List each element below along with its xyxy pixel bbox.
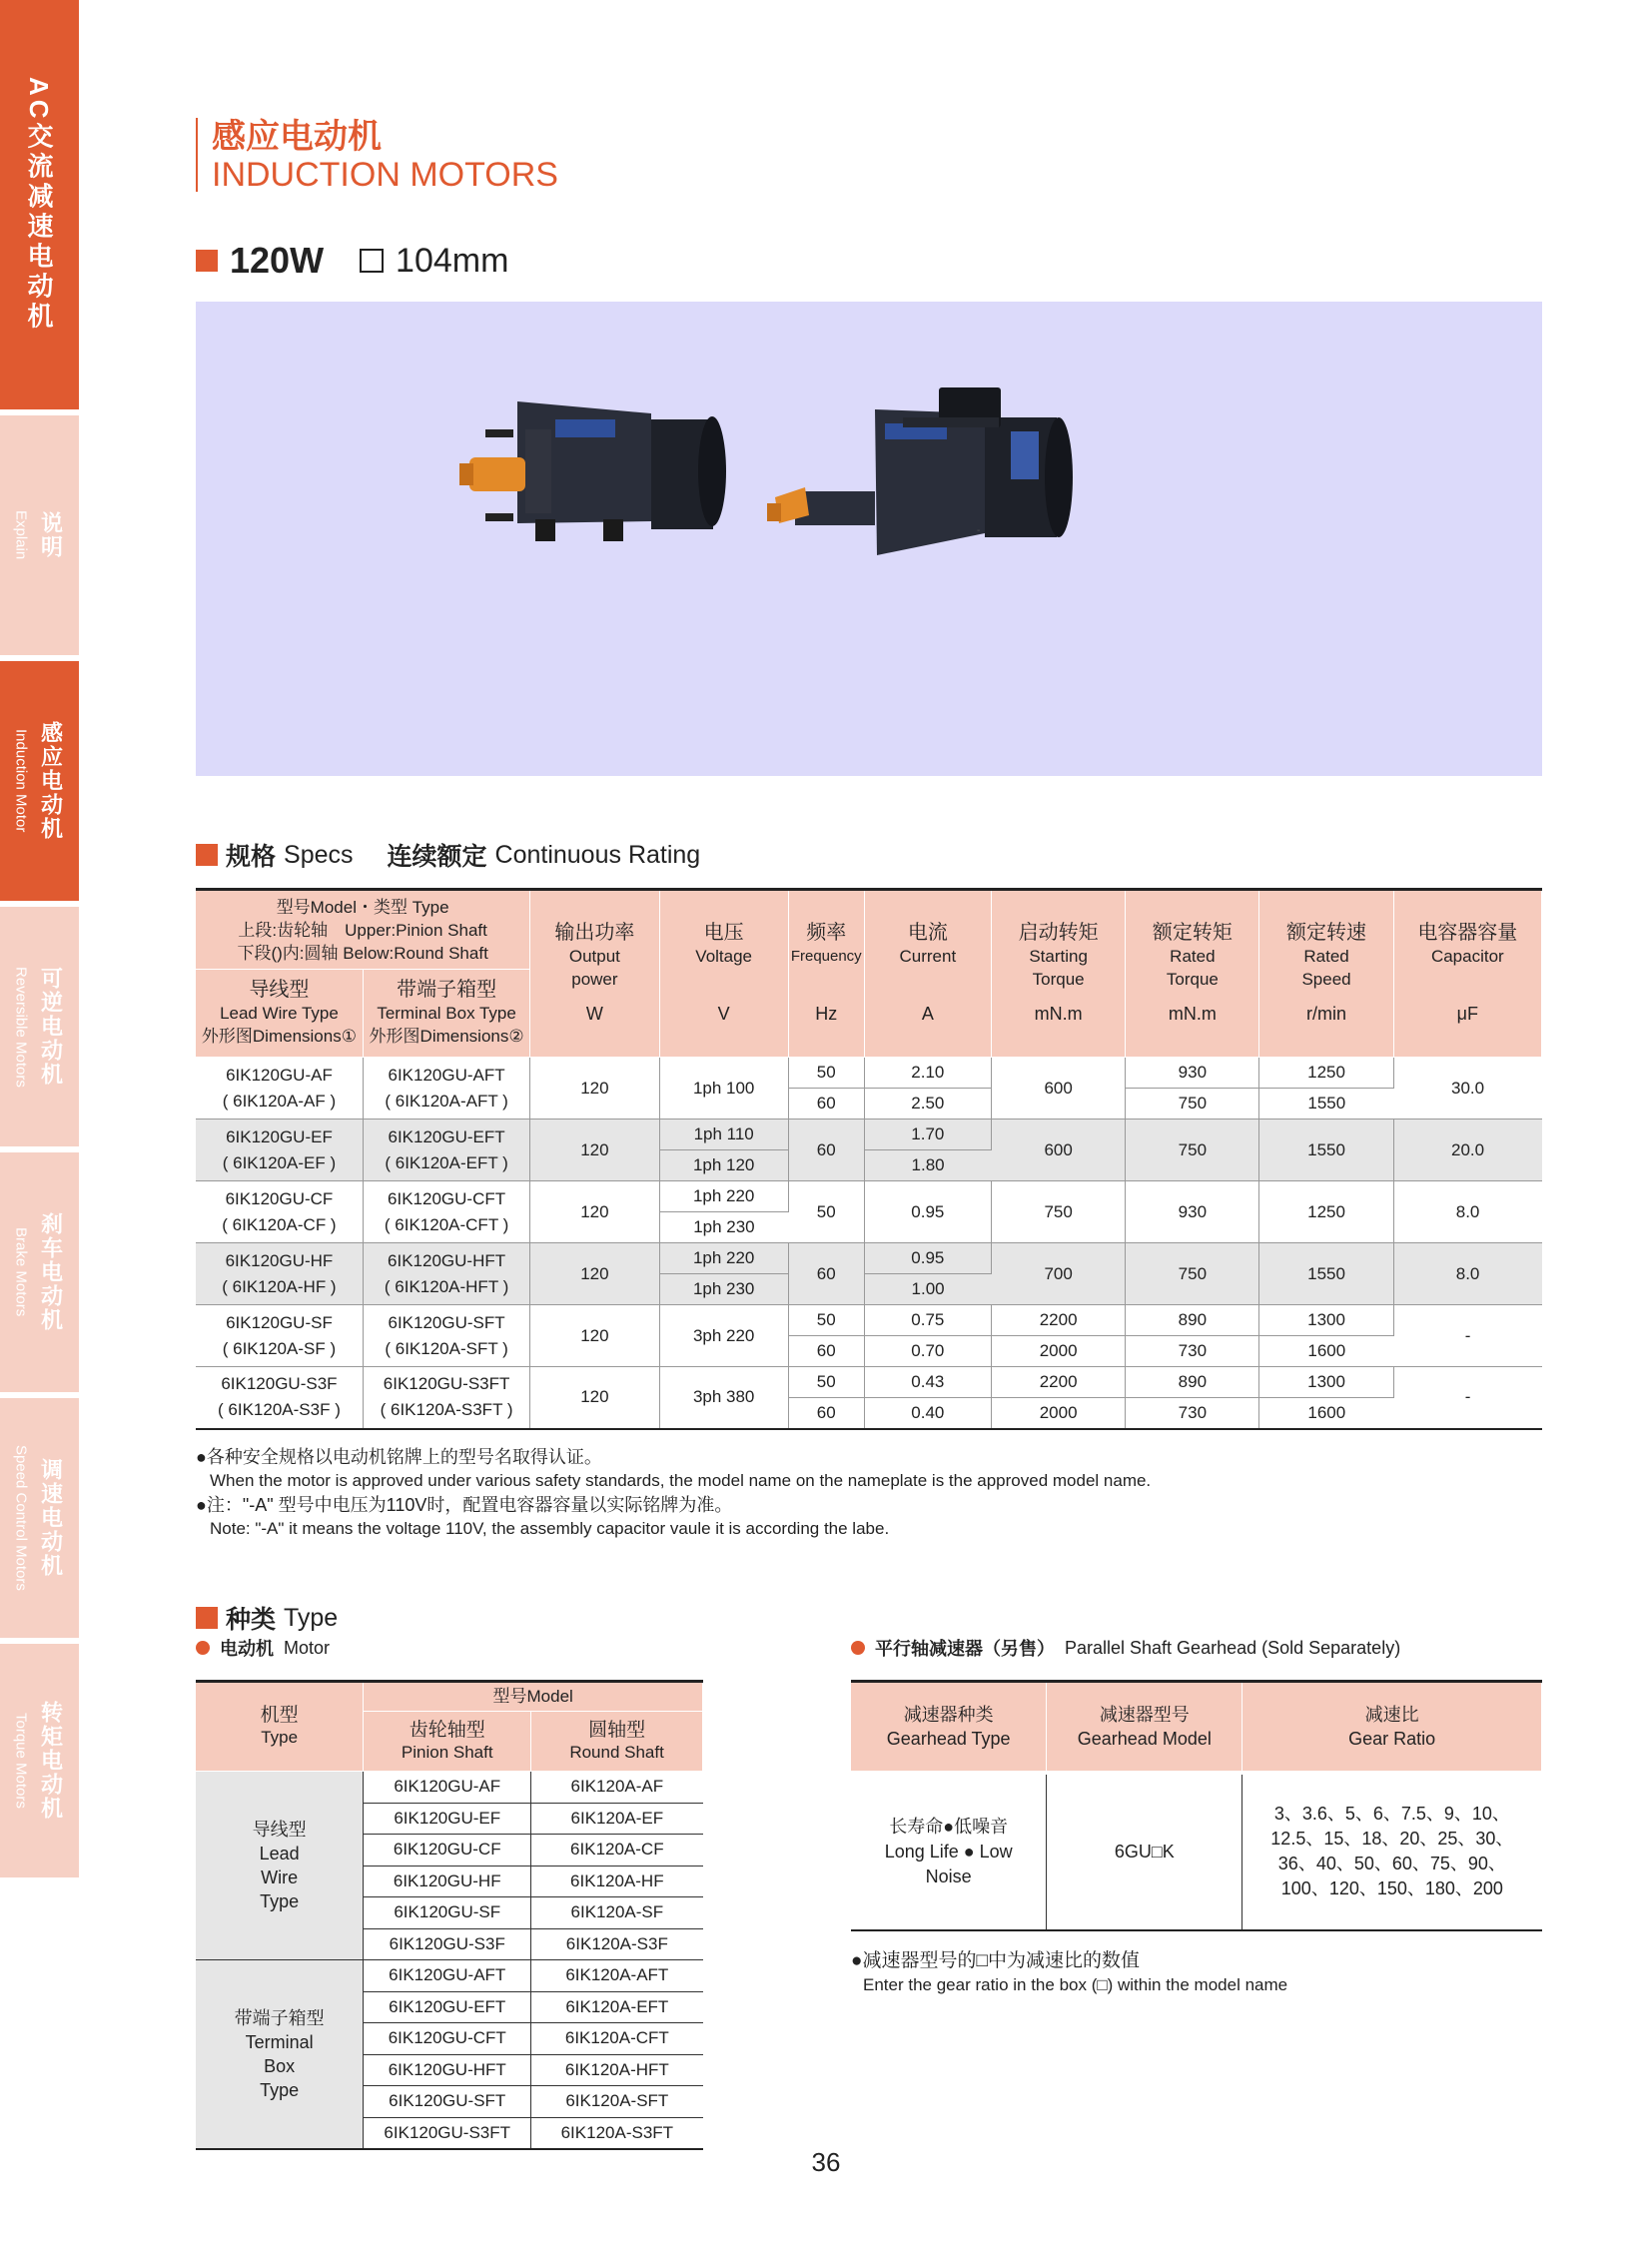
gear-ratio-cell: 3、3.6、5、6、7.5、9、10、 12.5、15、18、20、25、30、 36、40、50、60、75、90、 100、120、150、180、200 bbox=[1242, 1773, 1542, 1930]
current-cell: 0.70 bbox=[864, 1336, 991, 1367]
gearhead-subheading-zh: 平行轴减速器（另售） bbox=[875, 1639, 1055, 1659]
specs-notes bbox=[196, 1445, 1151, 1541]
sidebar-tab-ac-gear-motors[interactable] bbox=[0, 0, 79, 409]
sidebar-tab-explain[interactable] bbox=[0, 415, 79, 655]
starting-torque-cell: 600 bbox=[992, 1120, 1126, 1181]
frequency-unit: Hz bbox=[815, 1004, 838, 1024]
terminal-box-model-cell: 6IK120GU-SFT ( 6IK120A-SFT ) bbox=[363, 1305, 529, 1367]
product-photo bbox=[196, 302, 1542, 776]
sidebar-tab-label: AC交流减速电动机 bbox=[24, 77, 54, 333]
rated-speed-zh: 额定转速 bbox=[1286, 922, 1367, 944]
current-cell: 0.95 bbox=[864, 1181, 991, 1243]
lead-wire-type-cell: 导线型 Lead Wire Type bbox=[196, 1772, 364, 1960]
type-header-zh: 机型 bbox=[260, 1705, 299, 1726]
starting-torque-cell: 600 bbox=[992, 1058, 1126, 1120]
pinion-model-cell: 6IK120GU-HF bbox=[364, 1866, 531, 1897]
pinion-model-cell: 6IK120GU-EFT bbox=[364, 1991, 531, 2023]
frequency-cell: 50 bbox=[788, 1367, 864, 1398]
frequency-cell: 60 bbox=[788, 1398, 864, 1429]
output-unit: W bbox=[585, 1004, 603, 1024]
rated-torque-cell: 730 bbox=[1126, 1398, 1259, 1429]
round-model-cell: 6IK120A-CF bbox=[531, 1835, 703, 1867]
lead-wire-model-cell: 6IK120GU-HF ( 6IK120A-HF ) bbox=[196, 1243, 363, 1305]
gearhead-note-en: Enter the gear ratio in the box (□) within the model name bbox=[863, 1975, 1288, 1994]
motor-subheading-zh: 电动机 bbox=[220, 1639, 274, 1659]
terminal-box-dimensions: 外形图Dimensions② bbox=[369, 1027, 524, 1046]
voltage-cell: 3ph 380 bbox=[659, 1367, 788, 1429]
current-header-en: Current bbox=[899, 947, 957, 966]
current-cell: 1.80 bbox=[864, 1150, 991, 1181]
table-row bbox=[851, 1773, 1542, 1930]
rated-speed-cell: 1550 bbox=[1259, 1089, 1393, 1120]
note-1-en: When the motor is approved under various safety standards, the model name on the nameplate is the approved model name. bbox=[210, 1471, 1152, 1490]
output-cell: 120 bbox=[530, 1305, 659, 1367]
output-header-zh: 输出功率 bbox=[554, 922, 635, 944]
starting-torque-cell: 2200 bbox=[992, 1367, 1126, 1398]
rated-speed-cell: 1300 bbox=[1259, 1367, 1393, 1398]
sidebar-tab-label-en: Induction Motor bbox=[12, 729, 30, 833]
voltage-cell: 1ph 120 bbox=[659, 1150, 788, 1181]
pinion-model-cell: 6IK120GU-CFT bbox=[364, 2023, 531, 2055]
table-row bbox=[196, 1243, 1542, 1274]
power-rating: 120W bbox=[230, 240, 325, 281]
table-row bbox=[196, 1120, 1542, 1150]
rated-torque-cell: 730 bbox=[1126, 1336, 1259, 1367]
photo-caption: - bbox=[977, 525, 981, 536]
gearhead-type-header bbox=[851, 1682, 1047, 1773]
frequency-cell: 60 bbox=[788, 1336, 864, 1367]
rated-speed-cell: 1600 bbox=[1259, 1336, 1393, 1367]
current-cell: 1.00 bbox=[864, 1274, 991, 1305]
frequency-header-zh: 频率 bbox=[806, 922, 847, 944]
current-cell: 0.40 bbox=[864, 1398, 991, 1429]
capacitor-header-zh: 电容器容量 bbox=[1417, 922, 1518, 944]
voltage-cell: 1ph 220 bbox=[659, 1243, 788, 1274]
output-cell: 120 bbox=[530, 1367, 659, 1429]
rated-speed-cell: 1600 bbox=[1259, 1398, 1393, 1429]
voltage-cell: 1ph 220 bbox=[659, 1181, 788, 1212]
page-header bbox=[196, 118, 558, 192]
round-model-cell: 6IK120A-S3FT bbox=[531, 2117, 703, 2149]
model-type-label: 型号Model・类型 Type bbox=[276, 897, 449, 917]
lead-wire-type-header bbox=[196, 970, 363, 1058]
starting-torque-cell: 700 bbox=[992, 1243, 1126, 1305]
sidebar-tab-label: 可逆电动机 bbox=[38, 967, 64, 1087]
lead-wire-model-cell: 6IK120GU-SF ( 6IK120A-SF ) bbox=[196, 1305, 363, 1367]
capacitor-header bbox=[1393, 890, 1541, 1058]
specs-heading-zh: 规格 bbox=[226, 843, 277, 871]
sidebar-tab-torque-motors[interactable] bbox=[0, 1644, 79, 1877]
pinion-model-cell: 6IK120GU-SF bbox=[364, 1897, 531, 1929]
frequency-cell: 60 bbox=[788, 1089, 864, 1120]
gearhead-note bbox=[851, 1949, 1287, 1997]
specs-table bbox=[196, 888, 1542, 1430]
round-model-cell: 6IK120A-EF bbox=[531, 1803, 703, 1835]
terminal-box-model-cell: 6IK120GU-AFT ( 6IK120A-AFT ) bbox=[363, 1058, 529, 1120]
note-2-zh: ●注："-A" 型号中电压为110V时，配置电容器容量以实际铭牌为准。 bbox=[196, 1495, 733, 1515]
rated-speed-cell: 1550 bbox=[1259, 1243, 1393, 1305]
starting-torque-header bbox=[992, 890, 1126, 1058]
page-title-zh: 感应电动机 bbox=[212, 118, 382, 156]
starting-torque-en: Starting bbox=[1029, 947, 1088, 966]
capacitor-cell: - bbox=[1393, 1305, 1541, 1367]
sidebar-tab-label-en: Speed Control Motors bbox=[12, 1445, 30, 1591]
current-cell: 0.95 bbox=[864, 1243, 991, 1274]
pinion-shaft-zh: 齿轮轴型 bbox=[409, 1719, 485, 1741]
rated-torque-cell: 750 bbox=[1126, 1120, 1259, 1181]
round-model-cell: 6IK120A-HF bbox=[531, 1866, 703, 1897]
output-cell: 120 bbox=[530, 1181, 659, 1243]
sidebar-tab-brake-motors[interactable] bbox=[0, 1152, 79, 1392]
gear-ratio-zh: 减速比 bbox=[1364, 1704, 1419, 1725]
current-cell: 0.43 bbox=[864, 1367, 991, 1398]
note-2-en: Note: "-A" it means the voltage 110V, the assembly capacitor vaule it is according the labe. bbox=[210, 1519, 890, 1538]
motor-illustration bbox=[196, 302, 1542, 776]
round-model-cell: 6IK120A-SFT bbox=[531, 2086, 703, 2118]
gearhead-subheading-en: Parallel Shaft Gearhead (Sold Separately) bbox=[1065, 1637, 1401, 1658]
current-unit: A bbox=[921, 1004, 934, 1024]
rated-speed-unit: r/min bbox=[1306, 1004, 1347, 1024]
round-model-cell: 6IK120A-AFT bbox=[531, 1960, 703, 1992]
starting-torque-cell: 2000 bbox=[992, 1398, 1126, 1429]
round-model-cell: 6IK120A-SF bbox=[531, 1897, 703, 1929]
current-cell: 1.70 bbox=[864, 1120, 991, 1150]
rated-speed-cell: 1250 bbox=[1259, 1181, 1393, 1243]
gear-ratio-header bbox=[1242, 1682, 1542, 1773]
gearhead-model-en: Gearhead Model bbox=[1077, 1728, 1212, 1749]
gearhead-type-cell: 长寿命●低噪音 Long Life ● Low Noise bbox=[851, 1773, 1047, 1930]
starting-torque-cell: 750 bbox=[992, 1181, 1126, 1243]
model-header: 型号Model bbox=[364, 1682, 703, 1712]
specs-heading-en: Specs bbox=[284, 840, 354, 869]
sidebar-tab-label-en: Reversible Motors bbox=[12, 966, 30, 1088]
gearhead-model-header bbox=[1047, 1682, 1242, 1773]
table-row bbox=[196, 1960, 703, 1992]
capacitor-cell: 8.0 bbox=[1393, 1243, 1541, 1305]
rating-heading-zh: 连续额定 bbox=[387, 843, 487, 871]
terminal-box-type-cell: 带端子箱型 Terminal Box Type bbox=[196, 1960, 364, 2149]
sidebar-tab-label: 调速电动机 bbox=[38, 1458, 64, 1578]
rated-torque-cell: 930 bbox=[1126, 1181, 1259, 1243]
terminal-box-model-cell: 6IK120GU-CFT ( 6IK120A-CFT ) bbox=[363, 1181, 529, 1243]
type-heading bbox=[196, 1600, 338, 1636]
capacitor-unit: μF bbox=[1456, 1004, 1478, 1024]
rated-torque-en2: Torque bbox=[1166, 970, 1219, 989]
starting-torque-zh: 启动转矩 bbox=[1018, 922, 1099, 944]
round-model-cell: 6IK120A-HFT bbox=[531, 2054, 703, 2086]
sidebar-tab-speed-control-motors[interactable] bbox=[0, 1398, 79, 1638]
rated-torque-cell: 750 bbox=[1126, 1243, 1259, 1305]
output-header bbox=[530, 890, 659, 1058]
capacitor-cell: 8.0 bbox=[1393, 1181, 1541, 1243]
bullet-icon bbox=[196, 1641, 210, 1655]
rated-speed-cell: 1250 bbox=[1259, 1058, 1393, 1089]
gearhead-table bbox=[851, 1680, 1542, 1931]
rated-torque-header bbox=[1126, 890, 1259, 1058]
output-cell: 120 bbox=[530, 1243, 659, 1305]
round-model-cell: 6IK120A-S3F bbox=[531, 1928, 703, 1960]
voltage-cell: 3ph 220 bbox=[659, 1305, 788, 1367]
motor-type-table bbox=[196, 1680, 703, 2150]
type-heading-zh: 种类 bbox=[226, 1606, 277, 1634]
round-model-cell: 6IK120A-CFT bbox=[531, 2023, 703, 2055]
voltage-unit: V bbox=[717, 1004, 730, 1024]
rating-heading-en: Continuous Rating bbox=[494, 840, 701, 869]
table-row bbox=[196, 1367, 1542, 1398]
starting-torque-cell: 2000 bbox=[992, 1336, 1126, 1367]
lead-wire-motor-image bbox=[459, 401, 726, 541]
starting-torque-cell: 2200 bbox=[992, 1305, 1126, 1336]
current-cell: 0.75 bbox=[864, 1305, 991, 1336]
voltage-header-zh: 电压 bbox=[703, 922, 744, 944]
page-number: 36 bbox=[811, 2147, 841, 2177]
gearhead-model-cell: 6GU□K bbox=[1047, 1773, 1242, 1930]
note-1-zh: ●各种安全规格以电动机铭牌上的型号名取得认证。 bbox=[196, 1447, 602, 1467]
bullet-icon bbox=[851, 1641, 865, 1655]
lead-wire-model-cell: 6IK120GU-AF ( 6IK120A-AF ) bbox=[196, 1058, 363, 1120]
capacitor-cell: 20.0 bbox=[1393, 1120, 1541, 1181]
pinion-model-cell: 6IK120GU-EF bbox=[364, 1803, 531, 1835]
section-marker-icon bbox=[196, 844, 218, 866]
rated-torque-cell: 930 bbox=[1126, 1058, 1259, 1089]
terminal-box-motor-image bbox=[767, 387, 1073, 555]
pinion-model-cell: 6IK120GU-AFT bbox=[364, 1960, 531, 1992]
section-marker-icon bbox=[196, 1607, 218, 1629]
lead-wire-dimensions: 外形图Dimensions① bbox=[201, 1027, 357, 1046]
frequency-header-en: Frequency bbox=[790, 948, 862, 965]
gear-ratio-en: Gear Ratio bbox=[1348, 1728, 1436, 1749]
terminal-box-type-header bbox=[363, 970, 529, 1058]
table-row bbox=[196, 1772, 703, 1804]
terminal-box-model-cell: 6IK120GU-S3FT ( 6IK120A-S3FT ) bbox=[363, 1367, 529, 1429]
pinion-shaft-header bbox=[364, 1712, 531, 1772]
output-header-en2: power bbox=[571, 970, 618, 989]
type-heading-en: Type bbox=[284, 1603, 339, 1632]
specs-heading bbox=[196, 837, 700, 873]
lead-wire-model-cell: 6IK120GU-EF ( 6IK120A-EF ) bbox=[196, 1120, 363, 1181]
sidebar-tab-induction-motor[interactable] bbox=[0, 661, 79, 901]
sidebar-tab-label-en: Brake Motors bbox=[12, 1227, 30, 1317]
lead-wire-type-en: Lead Wire Type bbox=[220, 1004, 339, 1023]
table-row bbox=[196, 1181, 1542, 1212]
terminal-box-type-zh: 带端子箱型 bbox=[397, 979, 497, 1001]
gearhead-type-en: Gearhead Type bbox=[886, 1728, 1011, 1749]
output-cell: 120 bbox=[530, 1058, 659, 1120]
terminal-box-model-cell: 6IK120GU-HFT ( 6IK120A-HFT ) bbox=[363, 1243, 529, 1305]
lead-wire-model-cell: 6IK120GU-S3F ( 6IK120A-S3F ) bbox=[196, 1367, 363, 1429]
frequency-cell: 50 bbox=[788, 1181, 864, 1243]
gearhead-type-zh: 减速器种类 bbox=[903, 1704, 994, 1725]
current-cell: 2.10 bbox=[864, 1058, 991, 1089]
rated-torque-cell: 750 bbox=[1126, 1089, 1259, 1120]
section-marker-icon bbox=[196, 250, 218, 272]
gearhead-note-zh: ●减速器型号的□中为减速比的数值 bbox=[851, 1950, 1140, 1971]
sidebar-nav bbox=[0, 0, 79, 1877]
model-type-header bbox=[196, 890, 530, 970]
rated-torque-cell: 890 bbox=[1126, 1305, 1259, 1336]
round-shaft-zh: 圆轴型 bbox=[588, 1719, 646, 1741]
voltage-cell: 1ph 110 bbox=[659, 1120, 788, 1150]
output-cell: 120 bbox=[530, 1120, 659, 1181]
round-model-cell: 6IK120A-AF bbox=[531, 1772, 703, 1804]
frequency-cell: 60 bbox=[788, 1120, 864, 1181]
sidebar-tab-label: 感应电动机 bbox=[38, 721, 64, 841]
terminal-box-type-en: Terminal Box Type bbox=[377, 1004, 516, 1023]
capacitor-cell: - bbox=[1393, 1367, 1541, 1429]
voltage-cell: 1ph 230 bbox=[659, 1212, 788, 1243]
sidebar-tab-label: 刹车电动机 bbox=[38, 1212, 64, 1332]
rated-speed-cell: 1300 bbox=[1259, 1305, 1393, 1336]
rated-speed-en: Rated bbox=[1303, 947, 1349, 966]
type-header-en: Type bbox=[261, 1728, 299, 1747]
starting-torque-unit: mN.m bbox=[1034, 1004, 1083, 1024]
rated-torque-unit: mN.m bbox=[1168, 1004, 1217, 1024]
gearhead-subheading bbox=[851, 1635, 1400, 1661]
motor-subheading bbox=[196, 1635, 330, 1661]
current-cell: 2.50 bbox=[864, 1089, 991, 1120]
round-model-cell: 6IK120A-EFT bbox=[531, 1991, 703, 2023]
table-row bbox=[196, 1058, 1542, 1089]
round-shaft-en: Round Shaft bbox=[569, 1742, 664, 1762]
current-header-zh: 电流 bbox=[907, 922, 948, 944]
voltage-cell: 1ph 100 bbox=[659, 1058, 788, 1120]
frame-size: 104mm bbox=[396, 241, 509, 280]
motor-subheading-en: Motor bbox=[284, 1637, 331, 1658]
lead-wire-type-zh: 导线型 bbox=[249, 979, 310, 1001]
upper-pinion-label: 上段:齿轮轴 Upper:Pinion Shaft bbox=[238, 920, 487, 940]
pinion-model-cell: 6IK120GU-S3FT bbox=[364, 2117, 531, 2149]
rated-torque-cell: 890 bbox=[1126, 1367, 1259, 1398]
frequency-cell: 50 bbox=[788, 1058, 864, 1089]
starting-torque-en2: Torque bbox=[1032, 970, 1085, 989]
voltage-header bbox=[659, 890, 788, 1058]
pinion-model-cell: 6IK120GU-S3F bbox=[364, 1928, 531, 1960]
terminal-box-model-cell: 6IK120GU-EFT ( 6IK120A-EFT ) bbox=[363, 1120, 529, 1181]
voltage-header-en: Voltage bbox=[695, 947, 753, 966]
sidebar-tab-reversible-motors[interactable] bbox=[0, 907, 79, 1146]
pinion-model-cell: 6IK120GU-HFT bbox=[364, 2054, 531, 2086]
pinion-model-cell: 6IK120GU-SFT bbox=[364, 2086, 531, 2118]
sidebar-tab-label: 说明 bbox=[38, 511, 64, 559]
lead-wire-model-cell: 6IK120GU-CF ( 6IK120A-CF ) bbox=[196, 1181, 363, 1243]
sidebar-tab-label-en: Explain bbox=[12, 510, 30, 560]
square-frame-icon bbox=[360, 249, 384, 273]
power-size-line bbox=[196, 240, 508, 282]
rated-speed-cell: 1550 bbox=[1259, 1120, 1393, 1181]
below-round-label: 下段()内:圆轴 Below:Round Shaft bbox=[237, 943, 488, 963]
pinion-model-cell: 6IK120GU-CF bbox=[364, 1835, 531, 1867]
page-title-en: INDUCTION MOTORS bbox=[212, 156, 558, 194]
rated-torque-en: Rated bbox=[1170, 947, 1216, 966]
frequency-cell: 60 bbox=[788, 1243, 864, 1305]
sidebar-tab-label-en: Torque Motors bbox=[12, 1713, 30, 1809]
frequency-header bbox=[788, 890, 864, 1058]
capacitor-cell: 30.0 bbox=[1393, 1058, 1541, 1120]
output-header-en: Output bbox=[568, 947, 620, 966]
voltage-cell: 1ph 230 bbox=[659, 1274, 788, 1305]
rated-speed-header bbox=[1259, 890, 1393, 1058]
rated-torque-zh: 额定转矩 bbox=[1152, 922, 1233, 944]
gearhead-model-zh: 减速器型号 bbox=[1099, 1704, 1190, 1725]
pinion-shaft-en: Pinion Shaft bbox=[401, 1742, 493, 1762]
sidebar-tab-label: 转矩电动机 bbox=[38, 1701, 64, 1821]
frequency-cell: 50 bbox=[788, 1305, 864, 1336]
pinion-model-cell: 6IK120GU-AF bbox=[364, 1772, 531, 1804]
rated-speed-en2: Speed bbox=[1301, 970, 1351, 989]
type-header bbox=[196, 1682, 364, 1772]
round-shaft-header bbox=[531, 1712, 703, 1772]
table-row bbox=[196, 1305, 1542, 1336]
capacitor-header-en: Capacitor bbox=[1430, 947, 1504, 966]
current-header bbox=[864, 890, 991, 1058]
